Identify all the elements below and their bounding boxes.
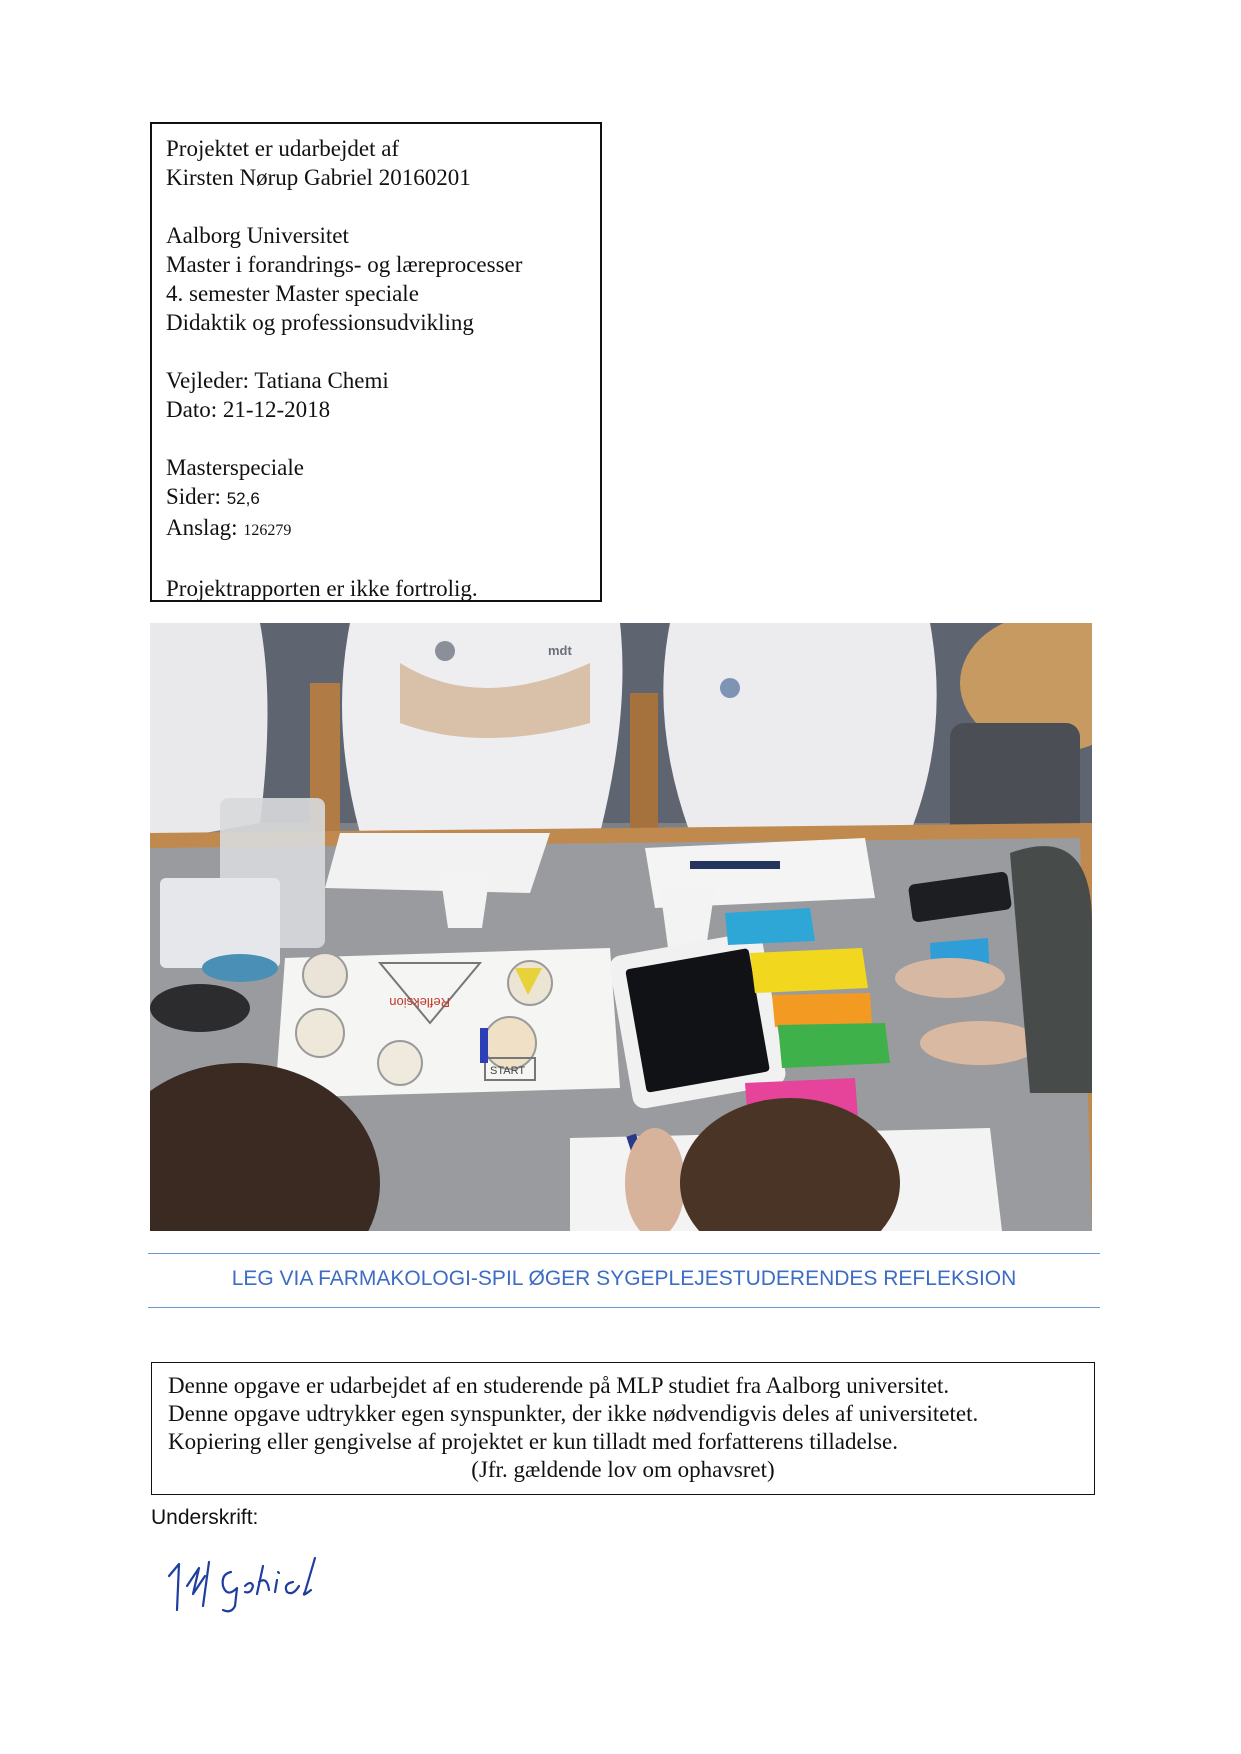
info-confidentiality: Projektrapporten er ikke fortrolig. bbox=[166, 576, 478, 601]
disclaimer-line-1: Denne opgave er udarbejdet af en studerende på MLP studiet fra Aalborg universitet. bbox=[168, 1373, 950, 1398]
info-pages-value: 52,6 bbox=[226, 489, 260, 508]
disclaimer-box bbox=[151, 1362, 1095, 1495]
info-chars-label: Anslag: bbox=[166, 515, 244, 540]
info-date: Dato: 21-12-2018 bbox=[166, 397, 331, 422]
disclaimer-line-2: Denne opgave udtrykker egen synspunkter, der ikke nødvendigvis deles af universitetet. bbox=[168, 1401, 979, 1426]
project-info-box bbox=[150, 122, 602, 602]
title-bottom-rule bbox=[148, 1307, 1100, 1308]
handwritten-signature bbox=[165, 1546, 365, 1621]
info-author-intro: Projektet er udarbejdet af bbox=[166, 136, 400, 161]
info-university: Aalborg Universitet bbox=[166, 223, 349, 248]
project-title: LEG VIA FARMAKOLOGI-SPIL ØGER SYGEPLEJESTUDERENDES REFLEKSION bbox=[231, 1267, 1017, 1290]
cover-photo bbox=[150, 623, 1092, 1231]
disclaimer-line-3: Kopiering eller gengivelse af projektet er kun tilladt med forfatterens tilladelse. bbox=[168, 1429, 898, 1454]
info-chars bbox=[166, 513, 586, 545]
info-supervisor: Vejleder: Tatiana Chemi bbox=[166, 368, 389, 393]
title-top-rule bbox=[148, 1253, 1100, 1254]
info-chars-value: 126279 bbox=[243, 522, 292, 539]
info-subject: Didaktik og professionsudvikling bbox=[166, 310, 474, 335]
info-program: Master i forandrings- og læreprocesser bbox=[166, 252, 523, 277]
board-start-label: START bbox=[490, 1065, 526, 1077]
disclaimer-line-4: (Jfr. gældende lov om ophavsret) bbox=[471, 1457, 775, 1482]
board-word-label: Refleksion bbox=[389, 995, 450, 1010]
info-pages bbox=[166, 482, 586, 513]
info-semester: 4. semester Master speciale bbox=[166, 281, 419, 306]
signature-label: Underskrift: bbox=[151, 1506, 259, 1529]
info-pages-label: Sider: bbox=[166, 484, 227, 509]
logo-mdt-text: mdt bbox=[548, 643, 572, 658]
info-author-name: Kirsten Nørup Gabriel 20160201 bbox=[166, 165, 471, 190]
info-type: Masterspeciale bbox=[166, 455, 304, 480]
